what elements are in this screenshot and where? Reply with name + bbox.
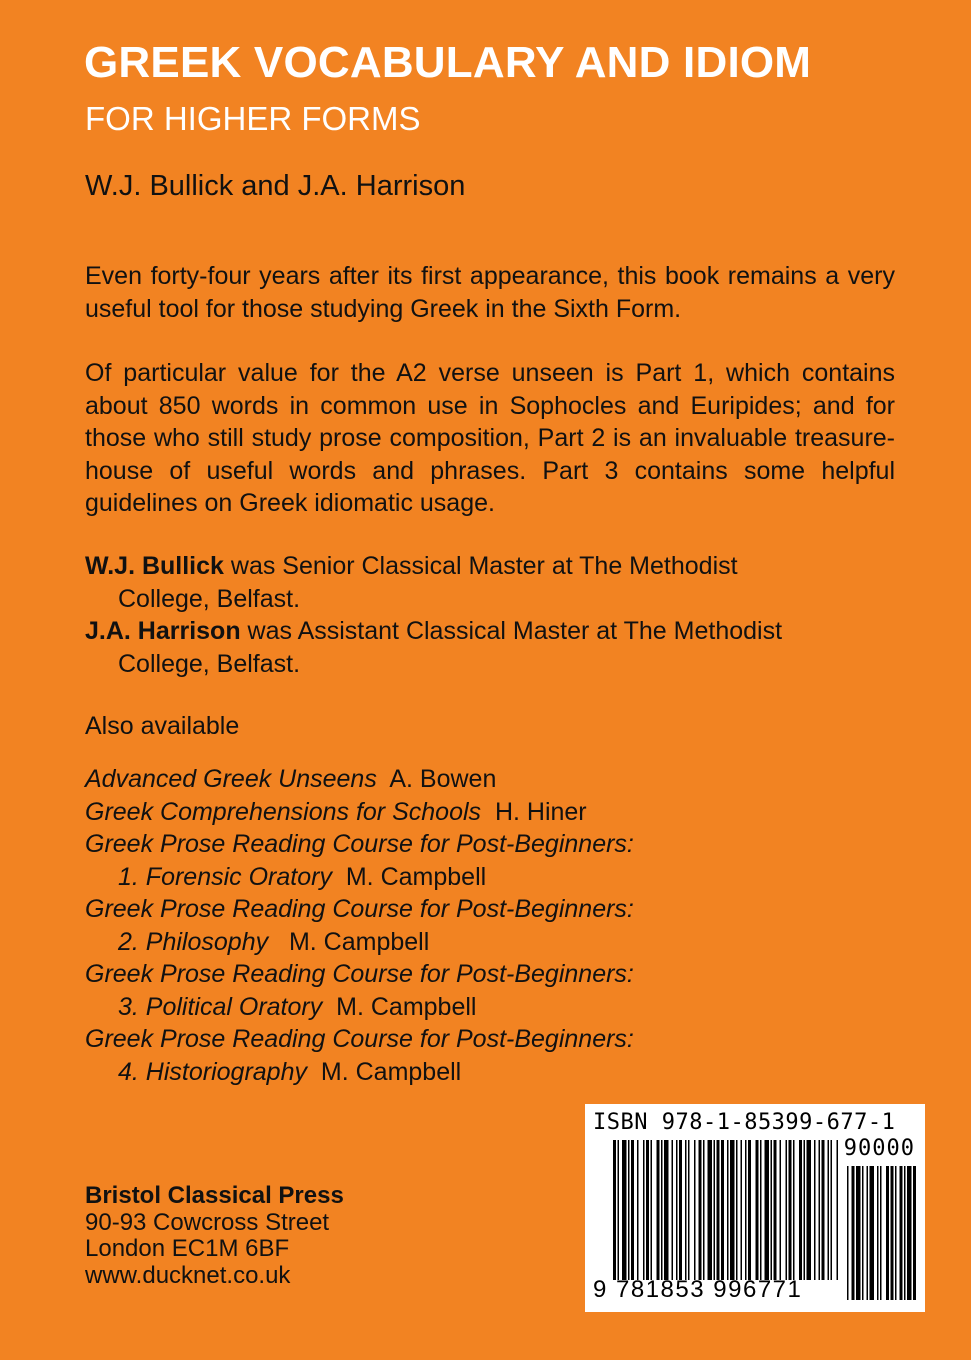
- author-bio-name: W.J. Bullick: [85, 552, 224, 580]
- barcode-bar: [804, 1140, 806, 1290]
- book-title-item: Advanced Greek Unseens: [85, 765, 377, 793]
- book-title: GREEK VOCABULARY AND IDIOM: [84, 38, 812, 87]
- barcode-bar: [831, 1140, 833, 1290]
- barcode-bar: [774, 1140, 777, 1290]
- book-title-item: Greek Prose Reading Course for Post-Beginners:: [85, 830, 634, 858]
- barcode-bar: [694, 1140, 696, 1290]
- also-available-heading: Also available: [85, 712, 240, 740]
- price-addon-label: 90000: [843, 1136, 915, 1161]
- barcode-addon-bar: [913, 1166, 916, 1300]
- barcode-bar: [703, 1140, 705, 1290]
- barcode-addon-bar: [891, 1166, 894, 1300]
- publisher-block: [85, 1183, 344, 1289]
- list-item: [85, 893, 634, 926]
- barcode-bar: [672, 1140, 674, 1290]
- barcode-bar: [793, 1140, 795, 1290]
- barcode-bar: [760, 1140, 762, 1290]
- book-title-item: Greek Comprehensions for Schools: [85, 797, 482, 826]
- author-bio-text-continued: College, Belfast.: [118, 649, 301, 678]
- book-author-item: H. Hiner: [494, 797, 587, 826]
- book-title-item: 3. Political Oratory: [118, 992, 323, 1021]
- barcode-bar: [628, 1140, 630, 1290]
- list-item: [85, 1056, 634, 1089]
- book-title-item: Greek Prose Reading Course for Post-Beginners:: [85, 1025, 634, 1053]
- barcode-addon-bar: [856, 1166, 861, 1300]
- author-bio-harrison: [85, 615, 782, 680]
- author-bio-text: was Senior Classical Master at The Methodist: [223, 552, 738, 580]
- barcode-bar: [699, 1140, 702, 1290]
- barcode-addon-bar: [852, 1166, 855, 1300]
- book-title-item: 1. Forensic Oratory: [118, 862, 332, 891]
- barcode-bar: [685, 1140, 687, 1290]
- list-item: [85, 861, 634, 894]
- author-bio-bullick: [85, 550, 738, 615]
- book-author-item: M. Campbell: [336, 992, 477, 1021]
- barcode-addon-bar: [904, 1166, 906, 1300]
- list-item: [85, 926, 634, 959]
- barcode-bar: [730, 1140, 735, 1290]
- barcode-bar: [657, 1140, 660, 1290]
- barcode-panel: [585, 1104, 925, 1312]
- ean-digits: 9 781853 996771: [593, 1276, 803, 1303]
- list-item: [85, 763, 634, 796]
- barcode-bar: [771, 1140, 773, 1290]
- list-item: [85, 828, 634, 861]
- barcode-bar: [822, 1140, 825, 1290]
- barcode-bar: [708, 1140, 713, 1290]
- barcode-bar: [622, 1140, 627, 1290]
- barcode-addon-bar: [847, 1166, 849, 1300]
- barcode-bar: [661, 1140, 663, 1290]
- barcode-bar: [756, 1140, 759, 1290]
- barcode-bar: [676, 1140, 678, 1290]
- author-bio-text: was Assistant Classical Master at The Methodist: [240, 617, 783, 645]
- barcode-bar: [780, 1140, 782, 1290]
- barcode-bar: [736, 1140, 738, 1290]
- barcode-bar: [828, 1140, 830, 1290]
- list-item: [85, 796, 634, 829]
- barcode-addon-bar: [900, 1166, 903, 1300]
- barcode-bar: [837, 1140, 839, 1300]
- barcode-bar: [819, 1140, 821, 1290]
- barcode-bar: [721, 1140, 724, 1290]
- author-bio-name: J.A. Harrison: [85, 617, 241, 645]
- barcode-addon-bar: [895, 1166, 897, 1300]
- barcode-bar: [717, 1140, 720, 1290]
- book-authors: W.J. Bullick and J.A. Harrison: [85, 170, 466, 202]
- book-author-item: M. Campbell: [288, 927, 430, 956]
- barcode-bar: [664, 1140, 669, 1290]
- barcode-bar: [748, 1140, 751, 1290]
- barcode-bar: [714, 1140, 716, 1290]
- barcode-addon-bar: [862, 1166, 864, 1300]
- barcode-addon-bar: [886, 1166, 889, 1300]
- barcode-bar: [688, 1140, 690, 1290]
- barcode-bar: [646, 1140, 649, 1290]
- book-title-item: 2. Philosophy: [118, 927, 269, 956]
- author-bio-text-continued: College, Belfast.: [118, 584, 301, 613]
- book-title-item: 4. Historiography: [118, 1057, 307, 1086]
- barcode-bar: [643, 1140, 645, 1290]
- barcode-bar: [799, 1140, 802, 1290]
- barcode-bar: [786, 1140, 788, 1290]
- barcode-bar: [679, 1140, 682, 1290]
- book-title-item: Greek Prose Reading Course for Post-Beginners:: [85, 895, 634, 923]
- barcode-bar: [789, 1140, 792, 1290]
- barcode-addon-bar: [870, 1166, 875, 1300]
- description-paragraph-1: Even forty-four years after its first appearance, this book remains a very useful tool for those studying Greek in the Sixth Form.: [85, 262, 895, 323]
- barcode-addon-bar: [880, 1166, 882, 1300]
- barcode-addon-bar: [867, 1166, 869, 1300]
- list-item: [85, 991, 634, 1024]
- isbn-label: ISBN 978-1-85399-677-1: [593, 1110, 896, 1135]
- publisher-name: Bristol Classical Press: [85, 1182, 344, 1209]
- book-author-item: M. Campbell: [320, 1057, 462, 1086]
- publisher-address-line-1: 90-93 Cowcross Street: [85, 1208, 330, 1236]
- list-item: [85, 1023, 634, 1056]
- book-subtitle: FOR HIGHER FORMS: [85, 100, 421, 137]
- publisher-address-line-2: London EC1M 6BF: [85, 1235, 290, 1262]
- barcode-bar: [651, 1140, 653, 1290]
- barcode-bar: [745, 1140, 747, 1290]
- book-author-item: A. Bowen: [389, 765, 497, 793]
- book-author-item: M. Campbell: [345, 862, 487, 891]
- publisher-website: www.ducknet.co.uk: [85, 1261, 291, 1289]
- barcode-bar: [814, 1140, 816, 1290]
- barcode-bar: [741, 1140, 743, 1290]
- barcode-addon-bar: [907, 1166, 912, 1300]
- barcode-addon-bar: [877, 1166, 879, 1300]
- list-item: [85, 958, 634, 991]
- barcode-bar: [618, 1140, 620, 1290]
- barcode-bar: [765, 1140, 770, 1290]
- also-available-list: [85, 763, 634, 1088]
- barcode-bar: [637, 1140, 639, 1290]
- book-title-item: Greek Prose Reading Course for Post-Beginners:: [85, 960, 634, 988]
- barcode-bar: [807, 1140, 812, 1290]
- description-paragraph-2: Of particular value for the A2 verse unseen is Part 1, which contains about 850 words in common use in Sophocles and Euripides; and for those who still study prose composition, Part 2 is an invaluable treasure-house of useful words and phrases. Part 3 contains some helpful guidelines on Greek idiomatic usage.: [85, 359, 895, 517]
- barcode-bar: [631, 1140, 634, 1290]
